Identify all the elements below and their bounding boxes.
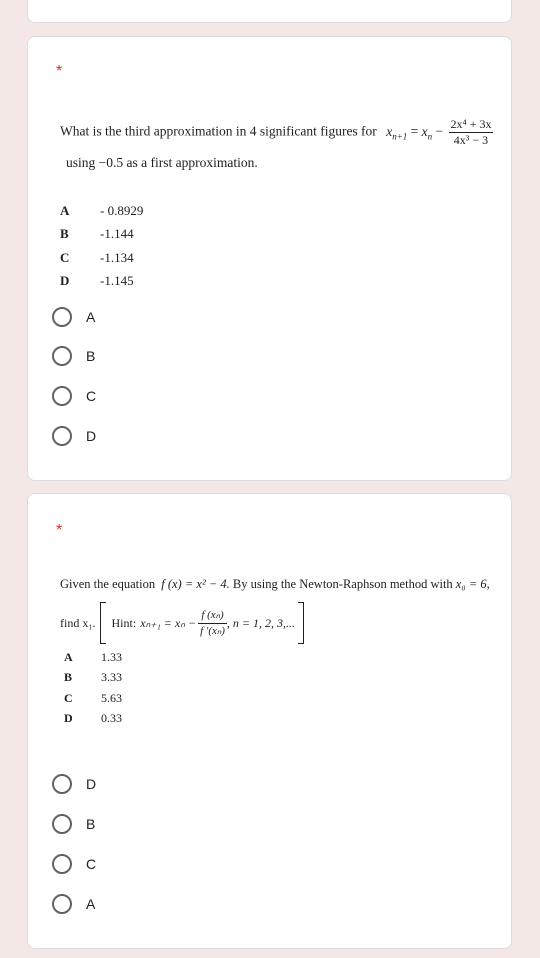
question-2-find: find x₁.: [60, 615, 96, 630]
previous-question-card: [27, 0, 512, 23]
question-card-1: [27, 36, 512, 481]
question-2-line-1: [60, 577, 490, 592]
option-value: -1.134: [100, 250, 134, 265]
option-value: -1.144: [100, 226, 134, 241]
q1-choice-b[interactable]: [52, 345, 95, 367]
fraction-denominator: 4x³ − 3: [453, 133, 489, 147]
function-definition: f (x) = x² − 4.: [161, 577, 230, 591]
question-1-text: [60, 117, 493, 148]
formula-lhs: $x_{n+1}$: [386, 123, 408, 142]
question-2-options-table: [64, 650, 264, 730]
q1-choice-a[interactable]: [52, 306, 95, 328]
option-letter: A: [64, 650, 73, 664]
option-value: - 0.8929: [100, 203, 144, 218]
option-letter: C: [64, 691, 73, 705]
hint-bracket-left: [100, 602, 106, 644]
hint-denominator: f ′(xₙ): [200, 624, 225, 637]
hint-bracket-right: [298, 602, 304, 644]
question-1-options-table: [60, 203, 260, 293]
q2-choice-d[interactable]: [52, 773, 96, 795]
hint-numerator: f (xₙ): [198, 608, 227, 624]
option-value: 3.33: [101, 670, 122, 684]
formula-minus: −: [435, 123, 444, 139]
radio-button[interactable]: [52, 814, 72, 834]
question-1-prompt: What is the third approximation in 4 significant figures for: [60, 123, 377, 139]
hint-tail: , n = 1, 2, 3,...: [226, 615, 296, 630]
radio-button[interactable]: [52, 774, 72, 794]
question-card-2: [27, 493, 512, 949]
question-2-intro: Given the equation: [60, 577, 156, 591]
choice-label: D: [86, 776, 97, 792]
choice-label: A: [86, 309, 96, 325]
option-letter: D: [60, 273, 70, 288]
question-1-text-cont: using −0.5 as a first approximation.: [66, 155, 258, 170]
fraction-numerator: 2x⁴ + 3x: [450, 117, 492, 131]
formula-x: $x_n$: [421, 123, 433, 142]
formula-fraction: [449, 117, 494, 148]
option-value: -1.145: [100, 273, 134, 288]
radio-button[interactable]: [52, 426, 72, 446]
option-letter: A: [60, 203, 70, 218]
choice-label: B: [86, 348, 96, 364]
radio-button[interactable]: [52, 386, 72, 406]
radio-button[interactable]: [52, 346, 72, 366]
radio-button[interactable]: [52, 307, 72, 327]
q1-choice-c[interactable]: [52, 385, 96, 407]
option-value: 0.33: [101, 711, 122, 725]
formula-equals: =: [410, 123, 419, 139]
radio-button[interactable]: [52, 854, 72, 874]
option-letter: C: [60, 250, 70, 265]
initial-value: x₀ = 6,: [455, 577, 490, 591]
question-2-method: By using the Newton-Raphson method with: [232, 577, 453, 591]
choice-label: C: [86, 856, 97, 872]
hint-formula-lhs: xₙ₊₁ = xₙ −: [140, 615, 197, 630]
option-letter: B: [60, 226, 69, 241]
choice-label: B: [86, 816, 96, 832]
choice-label: A: [86, 896, 96, 912]
radio-button[interactable]: [52, 894, 72, 914]
required-asterisk: *: [56, 63, 63, 80]
q2-choice-c[interactable]: [52, 853, 96, 875]
option-letter: B: [64, 670, 73, 684]
option-letter: D: [64, 711, 73, 725]
q2-choice-a[interactable]: [52, 893, 95, 915]
choice-label: C: [86, 388, 97, 404]
hint-fraction: [198, 608, 227, 639]
option-value: 1.33: [101, 650, 122, 664]
required-asterisk: *: [56, 522, 63, 539]
question-2-line-2: [60, 602, 304, 644]
q1-choice-d[interactable]: [52, 425, 96, 447]
choice-label: D: [86, 428, 97, 444]
option-value: 5.63: [101, 691, 122, 705]
q2-choice-b[interactable]: [52, 813, 95, 835]
hint-label: Hint:: [111, 615, 137, 630]
